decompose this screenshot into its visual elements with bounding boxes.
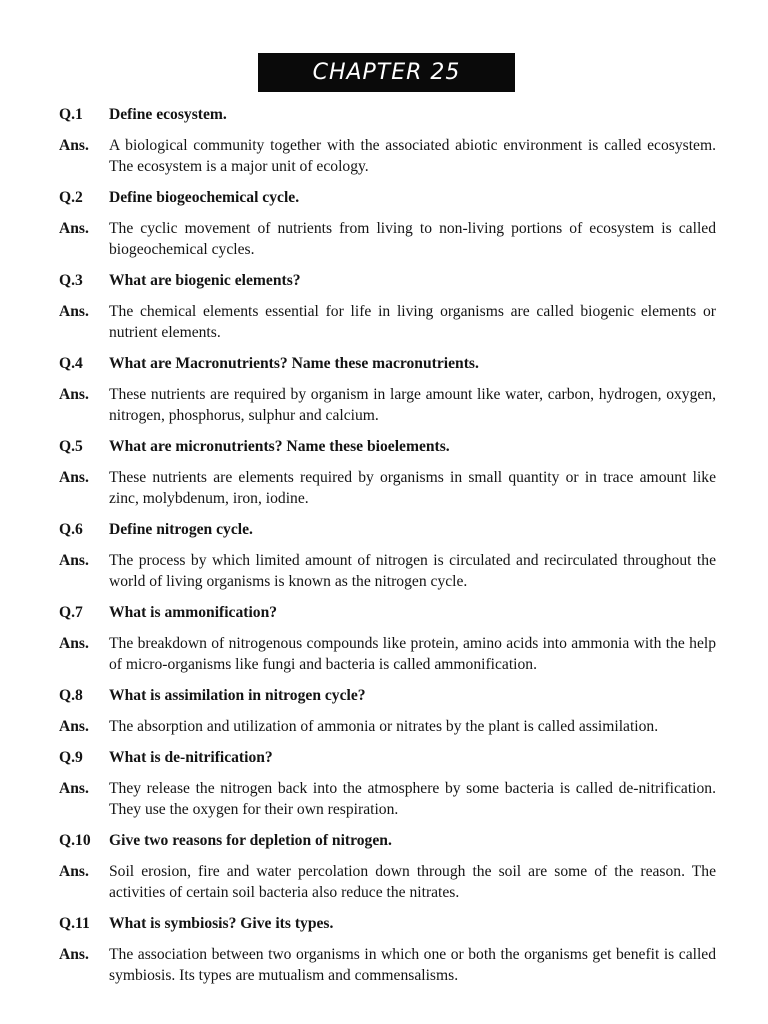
question-text: What is symbiosis? Give its types. (109, 915, 334, 932)
answer-label: Ans. (59, 303, 89, 320)
answer-label: Ans. (59, 137, 89, 154)
answer-row (59, 633, 716, 675)
answer-label: Ans. (59, 469, 89, 486)
question-number: Q.10 (59, 832, 91, 849)
answer-row (59, 467, 716, 509)
question-row (59, 270, 716, 291)
answer-label: Ans. (59, 220, 89, 237)
question-row (59, 602, 716, 623)
answer-text: They release the nitrogen back into the atmosphere by some bacteria is called de-nitrification. They use the oxygen for their own respiration. (109, 780, 716, 818)
question-number: Q.4 (59, 355, 83, 372)
qa-list (59, 104, 716, 996)
answer-row (59, 301, 716, 343)
question-text: What is assimilation in nitrogen cycle? (109, 687, 366, 704)
question-row (59, 353, 716, 374)
question-number: Q.2 (59, 189, 83, 206)
answer-row (59, 550, 716, 592)
answer-label: Ans. (59, 386, 89, 403)
answer-row (59, 384, 716, 426)
answer-text: Soil erosion, fire and water percolation down through the soil are some of the reason. The activities of certain soil bacteria also reduce the nitrates. (109, 863, 716, 901)
question-number: Q.11 (59, 915, 90, 932)
question-number: Q.5 (59, 438, 83, 455)
question-row (59, 913, 716, 934)
answer-label: Ans. (59, 635, 89, 652)
question-row (59, 830, 716, 851)
question-text: What is ammonification? (109, 604, 278, 621)
answer-row (59, 218, 716, 260)
question-text: What are Macronutrients? Name these macronutrients. (109, 355, 479, 372)
question-text: Define biogeochemical cycle. (109, 189, 300, 206)
question-text: Define nitrogen cycle. (109, 521, 253, 538)
question-text: Give two reasons for depletion of nitrogen. (109, 832, 392, 849)
question-text: What is de-nitrification? (109, 749, 273, 766)
answer-text: The process by which limited amount of nitrogen is circulated and recirculated throughout the world of living organisms is known as the nitrogen cycle. (109, 552, 716, 590)
answer-row (59, 135, 716, 177)
question-number: Q.8 (59, 687, 83, 704)
answer-label: Ans. (59, 552, 89, 569)
answer-text: These nutrients are elements required by organisms in small quantity or in trace amount like zinc, molybdenum, iron, iodine. (109, 469, 716, 507)
question-text: What are micronutrients? Name these bioelements. (109, 438, 450, 455)
answer-label: Ans. (59, 946, 89, 963)
question-number: Q.9 (59, 749, 83, 766)
question-row (59, 436, 716, 457)
answer-text: The breakdown of nitrogenous compounds like protein, amino acids into ammonia with the help of micro-organisms like fungi and bacteria is called ammonification. (109, 635, 716, 673)
question-number: Q.3 (59, 272, 83, 289)
question-text: What are biogenic elements? (109, 272, 301, 289)
answer-text: The cyclic movement of nutrients from living to non-living portions of ecosystem is called biogeochemical cycles. (109, 220, 716, 258)
chapter-banner (258, 53, 515, 92)
question-number: Q.6 (59, 521, 83, 538)
question-number: Q.1 (59, 106, 83, 123)
question-text: Define ecosystem. (109, 106, 227, 123)
question-row (59, 685, 716, 706)
answer-row (59, 944, 716, 986)
answer-row (59, 861, 716, 903)
answer-row (59, 778, 716, 820)
answer-text: The chemical elements essential for life in living organisms are called biogenic elements or nutrient elements. (109, 303, 716, 341)
answer-row (59, 716, 716, 737)
chapter-title: CHAPTER 25 (312, 60, 461, 85)
question-row (59, 187, 716, 208)
answer-label: Ans. (59, 718, 89, 735)
answer-text: These nutrients are required by organism in large amount like water, carbon, hydrogen, oxygen, nitrogen, phosphorus, sulphur and calcium. (109, 386, 716, 424)
answer-label: Ans. (59, 863, 89, 880)
answer-text: The association between two organisms in which one or both the organisms get benefit is called symbiosis. Its types are mutualism and commensalisms. (109, 946, 716, 984)
question-number: Q.7 (59, 604, 83, 621)
answer-label: Ans. (59, 780, 89, 797)
answer-text: The absorption and utilization of ammonia or nitrates by the plant is called assimilation. (109, 718, 659, 735)
question-row (59, 519, 716, 540)
question-row (59, 104, 716, 125)
answer-text: A biological community together with the associated abiotic environment is called ecosystem. The ecosystem is a major unit of ecology. (109, 137, 716, 175)
question-row (59, 747, 716, 768)
